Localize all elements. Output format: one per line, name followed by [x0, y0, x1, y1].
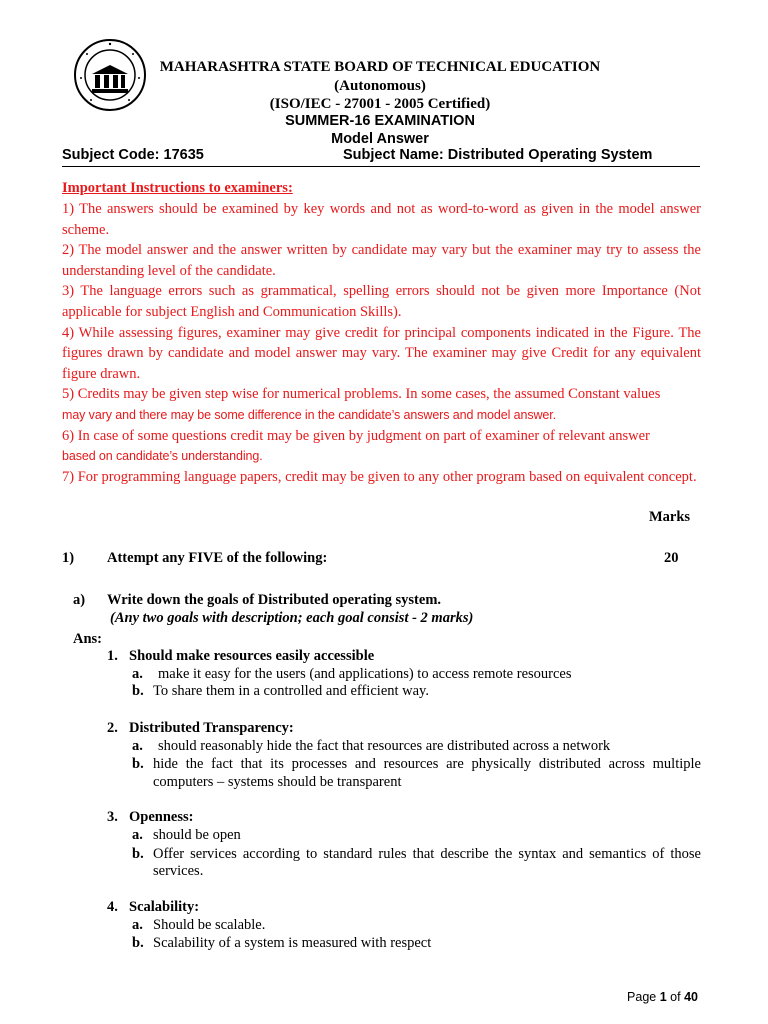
point-text: make it easy for the users (and applications) to access remote resources [158, 666, 572, 682]
point-text: To share them in a controlled and efficient way. [153, 683, 429, 699]
subquestion-text: Write down the goals of Distributed operating system. [107, 592, 442, 608]
goal-title: Distributed Transparency: [129, 720, 294, 736]
point-text: should be open [153, 827, 241, 843]
board-name: MAHARASHTRA STATE BOARD OF TECHNICAL EDUCATION [159, 59, 601, 75]
header-divider [62, 166, 700, 167]
instructions-title: Important Instructions to examiners: [62, 180, 293, 196]
goal-number: 4. [107, 899, 118, 915]
point-text: Scalability of a system is measured with respect [153, 935, 432, 951]
goal-number: 2. [107, 720, 118, 736]
point-label: b. [132, 846, 144, 862]
point-text-continued: computers – systems should be transparent [153, 774, 402, 790]
page-number [627, 990, 698, 1004]
goal-number: 3. [107, 809, 118, 825]
page-total: 40 [684, 990, 698, 1004]
model-answer-title: Model Answer [331, 131, 429, 147]
point-text: should reasonably hide the fact that resources are distributed across a network [158, 738, 611, 754]
page-of: of [670, 990, 681, 1004]
instruction-item: 3) The language errors such as grammatical, spelling errors should not be given more Importance (Not applicable for subject English and Communication Skills). [62, 283, 701, 320]
point-label: a. [132, 738, 143, 754]
point-label: a. [132, 917, 143, 933]
point-label: b. [132, 683, 144, 699]
point-text-continued: services. [153, 863, 204, 879]
page-current: 1 [659, 990, 667, 1004]
goal-title: Scalability: [129, 899, 200, 915]
point-label: a. [132, 666, 143, 682]
instruction-item: based on candidate’s understanding. [62, 449, 263, 464]
subject-row [62, 147, 702, 167]
point-text: Offer services according to standard rules that describe the syntax and semantics of those [153, 846, 701, 862]
point-text: hide the fact that its processes and resources are physically distributed across multiple [153, 756, 701, 772]
instruction-item: 5) Credits may be given step wise for numerical problems. In some cases, the assumed Constant values [62, 386, 661, 403]
goal-number: 1. [107, 648, 118, 664]
subquestion-label: a) [73, 592, 86, 608]
instruction-item: 1) The answers should be examined by key words and not as word-to-word as given in the model answer scheme. [62, 201, 701, 238]
question-text: Attempt any FIVE of the following: [107, 550, 328, 566]
ans-label: Ans: [73, 631, 103, 647]
instruction-item: 4) While assessing figures, examiner may give credit for principal components indicated in the Figure. The figures drawn by candidate and model answer may vary. The examiner may give Credit for any equivalent figure drawn. [62, 324, 701, 382]
instruction-item: 6) In case of some questions credit may be given by judgment on part of examiner of relevant answer [62, 427, 650, 444]
instruction-item: 7) For programming language papers, credit may be given to any other program based on equivalent concept. [62, 468, 697, 485]
instructions-list [62, 199, 701, 487]
point-label: b. [132, 756, 144, 772]
autonomous-label: (Autonomous) [334, 78, 426, 94]
certification-label: (ISO/IEC - 27001 - 2005 Certified) [269, 96, 491, 112]
subquestion-note: (Any two goals with description; each goal consist - 2 marks) [110, 610, 474, 626]
page-label: Page [627, 990, 657, 1004]
point-text: Should be scalable. [153, 917, 266, 933]
instruction-item: may vary and there may be some difference in the candidate’s answers and model answer. [62, 407, 556, 422]
exam-title: SUMMER-16 EXAMINATION [285, 113, 475, 129]
question-number: 1) [62, 550, 75, 566]
goal-title: Should make resources easily accessible [129, 648, 375, 664]
subject-name: Subject Name: Distributed Operating System [343, 147, 653, 163]
subject-code: Subject Code: 17635 [62, 147, 204, 163]
instruction-item: 2) The model answer and the answer written by candidate may vary but the examiner may try to assess the understanding level of the candidate. [62, 242, 701, 279]
point-label: a. [132, 827, 143, 843]
point-label: b. [132, 935, 144, 951]
goal-title: Openness: [129, 809, 194, 825]
marks-label: Marks [649, 509, 691, 525]
question-marks: 20 [664, 550, 679, 566]
